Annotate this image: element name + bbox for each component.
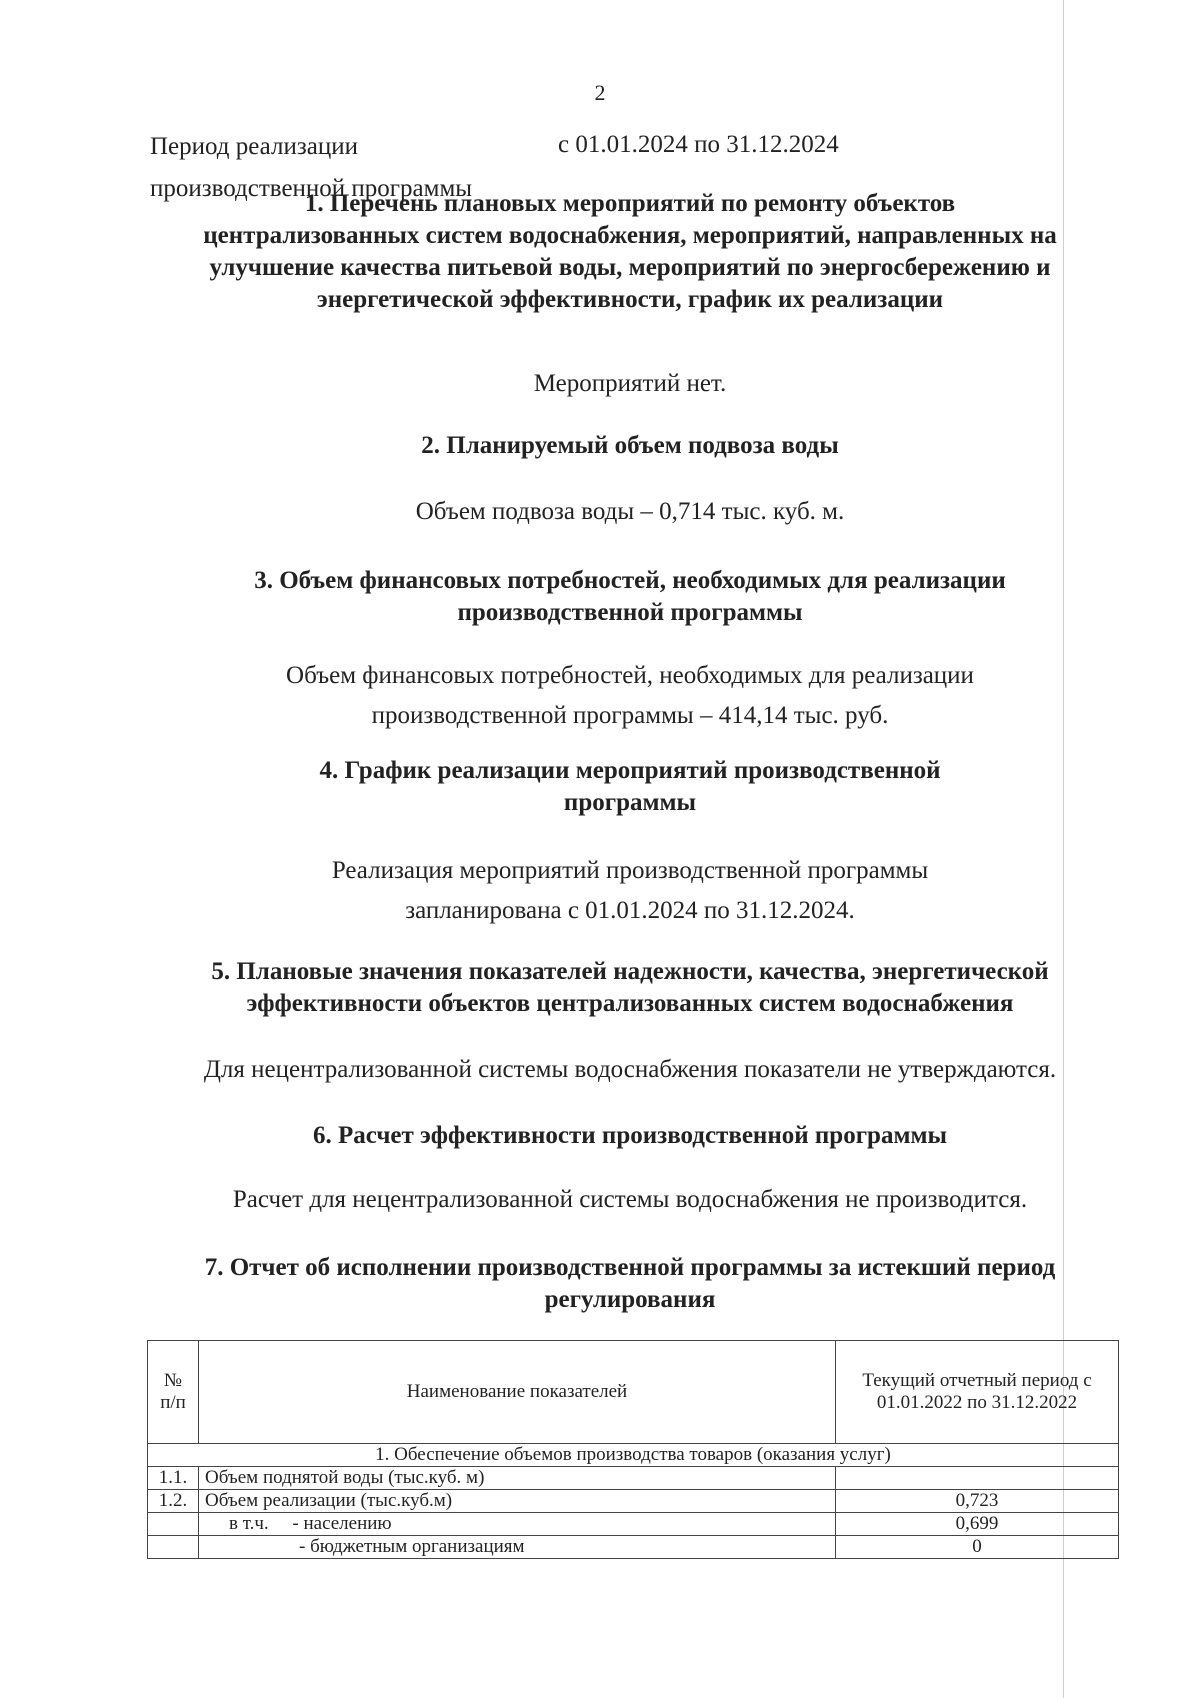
section-7-heading: 7. Отчет об исполнении производственной программы за истекший период регулирования xyxy=(204,1254,1056,1313)
table-row: в т.ч. - населению 0,699 xyxy=(148,1513,1119,1536)
report-table xyxy=(147,1340,1119,1559)
section-3-heading: 3. Объем финансовых потребностей, необходимых для реализации производственной программы xyxy=(254,567,1006,626)
section-2-heading: 2. Планируемый объем подвоза воды xyxy=(421,432,839,459)
table-row: - бюджетным организациям 0 xyxy=(148,1536,1119,1559)
section-4-heading: 4. График реализации мероприятий производственной программы xyxy=(319,757,941,816)
table-header-row xyxy=(148,1341,1119,1444)
header-current-period: Текущий отчетный период с 01.01.2022 по 31.12.2022 xyxy=(836,1341,1119,1444)
period-label-line1: Период реализации xyxy=(150,133,358,160)
section-1-heading: 1. Перечень плановых мероприятий по ремонту объектов централизованных систем водоснабжения, мероприятий, направленных на улучшение качества питьевой воды, мероприятий по энергосбережению и энергетической эффективности, график их реализации xyxy=(203,190,1057,313)
section-5-heading: 5. Плановые значения показателей надежности, качества, энергетической эффективности объектов централизованных систем водоснабжения xyxy=(211,958,1049,1017)
period-value: с 01.01.2024 по 31.12.2024 xyxy=(558,131,839,158)
table-row: 1.2. Объем реализации (тыс.куб.м) 0,723 xyxy=(148,1490,1119,1513)
header-name: Наименование показателей xyxy=(199,1341,836,1444)
section-2-text: Объем подвоза воды – 0,714 тыс. куб. м. xyxy=(415,498,845,525)
section-4-text: Реализация мероприятий производственной программы запланирована с 01.01.2024 по 31.12.2024. xyxy=(331,857,929,924)
period-label-line2: производственной программы xyxy=(150,175,473,202)
table-row: 1.1. Объем поднятой воды (тыс.куб. м) xyxy=(148,1467,1119,1490)
table-section-row xyxy=(148,1444,1119,1467)
section-6-heading: 6. Расчет эффективности производственной программы xyxy=(312,1122,948,1149)
section-3-text: Объем финансовых потребностей, необходимых для реализации производственной программы – 414,14 тыс. руб. xyxy=(286,662,974,729)
header-num: № п/п xyxy=(148,1341,199,1444)
page-number: 2 xyxy=(594,80,606,105)
table-section-title: 1. Обеспечение объемов производства товаров (оказания услуг) xyxy=(148,1444,1119,1467)
section-5-text: Для нецентрализованной системы водоснабжения показатели не утверждаются. xyxy=(203,1056,1057,1083)
section-6-text: Расчет для нецентрализованной системы водоснабжения не производится. xyxy=(232,1186,1028,1213)
section-1-text: Мероприятий нет. xyxy=(533,370,727,397)
